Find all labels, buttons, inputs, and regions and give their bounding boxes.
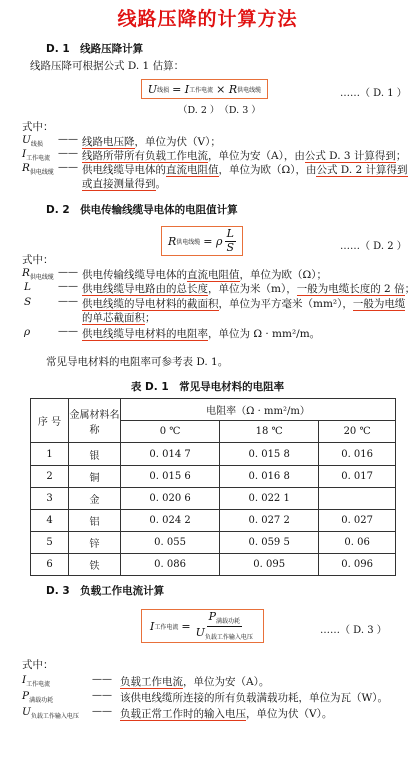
- var-rho-desc: [82, 326, 320, 341]
- resistivity-table: [30, 398, 396, 576]
- section-d3-where: 式中：: [22, 659, 54, 671]
- var-r-cable-desc-line2-end: 。: [155, 178, 166, 190]
- formula-d3-num-sub: 满载功耗: [215, 617, 240, 625]
- table-cell: 金: [69, 488, 121, 510]
- var-i-work3-sub: 工作电流: [26, 681, 51, 689]
- var-s-desc-line2-highlight: 的单芯截面积: [82, 312, 145, 324]
- section-d1-intro: 线路压降可根据公式 D. 1 估算：: [30, 60, 185, 72]
- table-row: [31, 466, 396, 488]
- dash: ——: [58, 281, 78, 292]
- table-cell: 2: [31, 466, 69, 488]
- var-r-cable2-sub: 供电线缆: [29, 274, 54, 282]
- section-d3-heading: D. 3 负载工作电流计算: [46, 585, 165, 597]
- var-l-desc: [82, 281, 415, 296]
- var-i-work3-desc: [120, 674, 269, 689]
- dash: ——: [58, 148, 78, 159]
- dash: ——: [92, 706, 112, 717]
- var-r-cable2-desc-start: 供电传输线缆导电体的: [82, 269, 187, 281]
- var-s-desc-line2-end: ；: [145, 312, 156, 324]
- table-cell: 5: [31, 532, 69, 554]
- var-r-cable-desc-highlight-2: 公式 D. 2 计算得到: [316, 164, 408, 176]
- formula-d3-box: [141, 609, 264, 643]
- dash: ——: [58, 134, 78, 145]
- var-r-cable2-desc-highlight: 直流电阻值: [187, 269, 240, 281]
- var-u-loss-symbol: [22, 134, 43, 148]
- table-cell: 锌: [69, 532, 121, 554]
- var-u-input-desc: [120, 706, 332, 721]
- table-cell: 1: [31, 443, 69, 466]
- var-r-cable2-desc-end: ，单位为欧（Ω）；: [239, 269, 327, 281]
- var-i-work3-symbol: [22, 674, 50, 688]
- var-s-desc-mid: ，单位为平方毫米（mm²），: [218, 298, 353, 310]
- table-cell: 0. 022 1: [220, 488, 319, 510]
- var-r-cable-desc-mid: ，单位为欧（Ω），由: [218, 164, 317, 176]
- table-cell: 6: [31, 554, 69, 576]
- var-u-loss-letter: U: [22, 134, 31, 146]
- var-i-work-desc-highlight: 线路所带所有负载工作电流: [82, 150, 208, 162]
- formula-d3-eq: =: [181, 619, 191, 633]
- var-i-work3-letter: I: [22, 674, 27, 686]
- formula-d1-eqno: ……（ D. 1 ）: [340, 88, 407, 99]
- var-u-loss-sub: 线损: [30, 141, 43, 149]
- formula-d2-fraction: [224, 228, 236, 253]
- var-l-desc-highlight-2: 一般为电缆长度的 2 倍: [296, 283, 405, 295]
- table-cell: 0. 027 2: [220, 510, 319, 532]
- dash: ——: [58, 267, 78, 278]
- var-s-desc-highlight-2: 一般为电缆: [352, 298, 406, 310]
- table-cell: 0. 014 7: [121, 443, 220, 466]
- var-rho-desc-highlight: 供电线缆导电材料的电阻率: [82, 328, 208, 340]
- table-cell: 银: [69, 443, 121, 466]
- var-i-work-desc-mid: ，单位为安（A），由: [208, 150, 305, 162]
- formula-d3-fraction: [194, 611, 255, 642]
- var-u-input-sub: 负载工作输入电压: [30, 713, 79, 721]
- var-u-input-symbol: [22, 706, 79, 720]
- formula-d3-lhs: I: [150, 619, 155, 633]
- page-title: 线路压降的计算方法: [117, 8, 298, 30]
- formula-d1-rhs-b-sub: 供电线缆: [237, 86, 262, 94]
- table-header-row: [31, 399, 396, 421]
- formula-d1-box: [141, 79, 268, 99]
- table-row: [31, 443, 396, 466]
- table-cell: 0. 017: [319, 466, 396, 488]
- var-s-symbol: S: [24, 296, 32, 308]
- dash: ——: [58, 296, 78, 307]
- table-cell: 0. 024 2: [121, 510, 220, 532]
- formula-d2-eqno: ……（ D. 2 ）: [340, 241, 407, 252]
- table-header-temp-18: 18 ℃: [220, 421, 319, 443]
- table-row: [31, 488, 396, 510]
- var-r-cable2-desc: [82, 267, 327, 282]
- var-i-work3-desc-highlight: 负载工作电流: [120, 676, 183, 688]
- section-d1-where: 式中：: [22, 121, 54, 133]
- formula-d1-rhs-a: = I: [172, 82, 190, 96]
- section-d1-heading: D. 1 线路压降计算: [46, 43, 144, 55]
- table-cell: 铁: [69, 554, 121, 576]
- var-p-load-symbol: [22, 690, 53, 704]
- table-cell: 0. 020 6: [121, 488, 220, 510]
- var-rho-desc-rest: ，单位为 Ω · mm²/m。: [208, 328, 321, 340]
- table-header-temp-20: 20 ℃: [319, 421, 396, 443]
- formula-d3-eqno: ……（ D. 3 ）: [320, 625, 387, 636]
- table-cell: 0. 096: [319, 554, 396, 576]
- table-cell: 0. 015 8: [220, 443, 319, 466]
- var-r-cable-letter: R: [22, 162, 30, 174]
- var-r-cable-symbol: [22, 162, 54, 176]
- formula-d3-den-letter: U: [195, 625, 205, 639]
- formula-d2-denominator: S: [226, 240, 235, 254]
- var-r-cable-desc: [82, 162, 408, 177]
- table-cell: 0. 055: [121, 532, 220, 554]
- section-d2-where: 式中：: [22, 254, 54, 266]
- table-cell: 0. 015 6: [121, 466, 220, 488]
- var-r-cable-desc-highlight: 直流电阻值: [166, 164, 219, 176]
- var-u-input-desc-highlight: 负载正常工作时的输入电压: [120, 708, 246, 720]
- formula-d3-num-letter: P: [208, 609, 216, 623]
- formula-d1-lhs: U: [147, 82, 158, 96]
- var-p-load-desc: 该供电线缆所连接的所有负载满载功耗，单位为瓦（W）。: [120, 692, 389, 704]
- dash: ——: [58, 162, 78, 173]
- formula-d3-lhs-sub: 工作电流: [154, 623, 179, 631]
- dash: ——: [58, 326, 78, 337]
- var-u-loss-desc-highlight: 线路电压降: [82, 136, 135, 148]
- var-l-symbol: L: [24, 281, 31, 293]
- formula-d1-lhs-sub: 线损: [157, 86, 170, 94]
- dash: ——: [92, 690, 112, 701]
- var-s-desc: [82, 296, 405, 311]
- table-cell: 0. 016: [319, 443, 396, 466]
- formula-d2-lhs: R: [167, 234, 177, 248]
- formula-d2-lhs-sub: 供电线缆: [176, 238, 201, 246]
- var-l-desc-end: ；: [404, 283, 415, 295]
- var-i-work-symbol: [22, 148, 50, 162]
- table-header-temp-0: 0 ℃: [121, 421, 220, 443]
- table-header-resistivity: 电阻率（Ω · mm²/m）: [121, 399, 396, 421]
- table-cell: 铜: [69, 466, 121, 488]
- var-s-desc-line2: [82, 310, 156, 325]
- table-cell: 铝: [69, 510, 121, 532]
- var-i-work-desc-highlight-2: 公式 D. 3 计算得到: [304, 150, 396, 162]
- table-cell: 0. 095: [220, 554, 319, 576]
- table-cell: 0. 06: [319, 532, 396, 554]
- var-u-input-letter: U: [22, 706, 31, 718]
- table-reference-text: 常见导电材料的电阻率可参考表 D. 1。: [46, 356, 229, 368]
- table-cell: 0. 086: [121, 554, 220, 576]
- table-cell: [319, 488, 396, 510]
- var-r-cable2-letter: R: [22, 267, 30, 279]
- table-header-metal: 金属材料名称: [69, 399, 121, 443]
- var-r-cable2-symbol: [22, 267, 54, 281]
- var-u-input-desc-rest: ，单位为伏（V）。: [246, 708, 333, 720]
- var-rho-symbol: ρ: [24, 326, 31, 338]
- section-d2-heading: D. 2 供电传输线缆导电体的电阻值计算: [46, 204, 238, 216]
- table-cell: 3: [31, 488, 69, 510]
- var-p-load-letter: P: [22, 690, 30, 702]
- var-i-work3-desc-rest: ，单位为安（A）。: [183, 676, 270, 688]
- var-i-work-desc: [82, 148, 406, 163]
- formula-d3-numerator: [207, 611, 242, 627]
- table-caption: 表 D. 1 常见导电材料的电阻率: [130, 381, 285, 393]
- table-row: [31, 554, 396, 576]
- table-row: [31, 510, 396, 532]
- var-u-loss-desc: [82, 134, 221, 149]
- table-cell: 4: [31, 510, 69, 532]
- formula-d3-denominator: [194, 627, 255, 642]
- table-row: [31, 532, 396, 554]
- var-p-load-sub: 满载功耗: [29, 697, 54, 705]
- formula-d1-rhs-a-sub: 工作电流: [189, 86, 214, 94]
- var-r-cable-desc-line2: [82, 176, 166, 191]
- var-r-cable-desc-line2-highlight: 或直接测量得到: [82, 178, 156, 190]
- table-header-seq: 序 号: [31, 399, 69, 443]
- formula-d2-box: [161, 226, 243, 256]
- table-cell: 0. 059 5: [220, 532, 319, 554]
- table-cell: 0. 016 8: [220, 466, 319, 488]
- table-cell: 0. 027: [319, 510, 396, 532]
- formula-d1-rhs-b: × R: [216, 82, 238, 96]
- var-i-work-desc-end: ；: [395, 150, 407, 162]
- formula-d3-den-sub: 负载工作输入电压: [204, 633, 253, 641]
- var-u-loss-desc-rest: ，单位为伏（V）；: [134, 136, 221, 148]
- var-l-desc-highlight: 供电线缆导电路由的总长度: [82, 283, 208, 295]
- var-r-cable-desc-start: 供电线缆导电体的: [82, 164, 166, 176]
- formula-d2-numerator: L: [226, 227, 234, 241]
- var-i-work-letter: I: [22, 148, 27, 160]
- var-r-cable-sub: 供电线缆: [29, 169, 54, 177]
- dash: ——: [92, 674, 112, 685]
- formula-d1-refs: （D. 2 ） （D. 3 ）: [178, 105, 261, 116]
- var-s-desc-highlight: 供电线缆的导电材料的截面积: [82, 298, 219, 310]
- var-i-work-sub: 工作电流: [26, 155, 51, 163]
- var-l-desc-mid: ，单位为米（m），: [208, 283, 297, 295]
- formula-d2-eq: = ρ: [203, 234, 223, 248]
